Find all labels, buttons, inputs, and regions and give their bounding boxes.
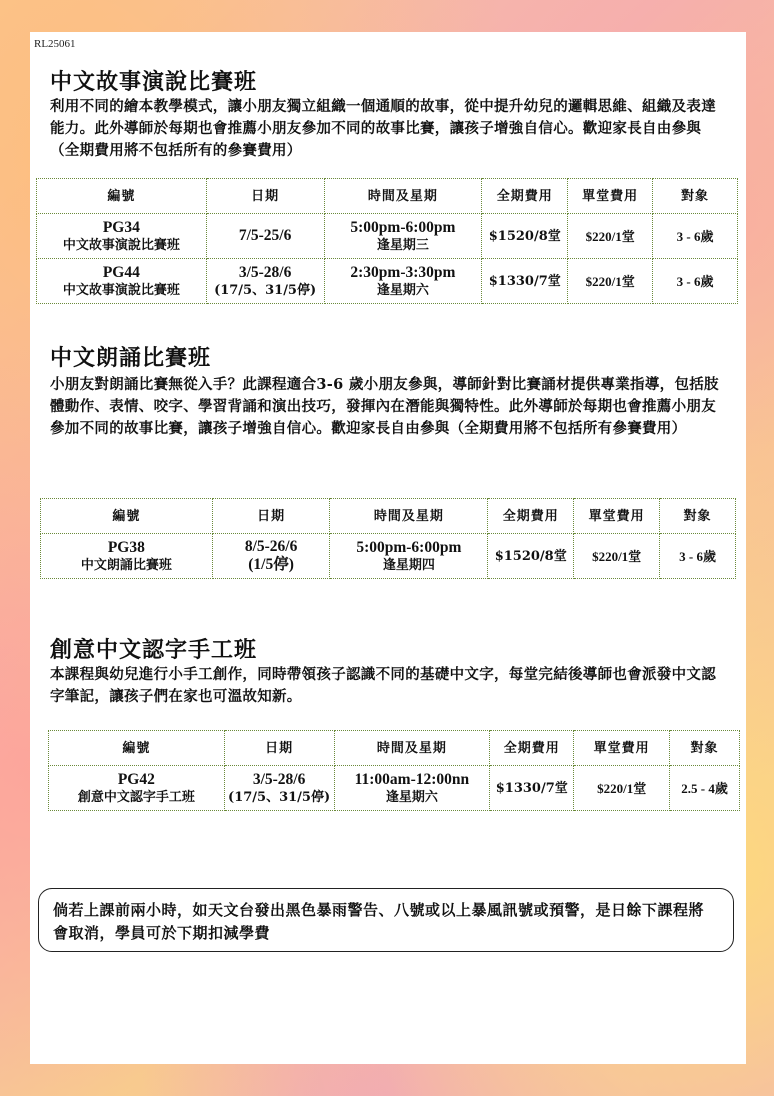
header-target: 對象 bbox=[670, 731, 740, 766]
header-date: 日期 bbox=[212, 499, 330, 534]
course-date-cell bbox=[206, 259, 324, 304]
course-date-note: (17/5、31/5停) bbox=[214, 282, 317, 298]
header-code: 編號 bbox=[37, 179, 207, 214]
course-table-craft bbox=[48, 730, 740, 811]
header-single-fee: 單堂費用 bbox=[568, 179, 653, 214]
course-time: 5:00pm-6:00pm bbox=[350, 218, 456, 236]
header-target: 對象 bbox=[653, 179, 738, 214]
course-table-recitation bbox=[40, 498, 736, 579]
header-single-fee: 單堂費用 bbox=[574, 731, 670, 766]
header-total-fee: 全期費用 bbox=[482, 179, 568, 214]
header-total-fee: 全期費用 bbox=[490, 731, 574, 766]
section-title-story: 中文故事演說比賽班 bbox=[50, 69, 258, 95]
section-desc-story: 利用不同的繪本教學模式，讓小朋友獨立組織一個通順的故事，從中提升幼兒的邏輯思維、組織及表達能力。此外導師於每期也會推薦小朋友參加不同的故事比賽，讓孩子增強自信心。歡迎家長自由參與（全期費用將不包括所有的參賽費用） bbox=[50, 98, 716, 159]
header-time: 時間及星期 bbox=[334, 731, 490, 766]
course-single-fee: $220/1堂 bbox=[574, 534, 660, 579]
course-total-fee: $1330/7堂 bbox=[482, 259, 568, 304]
course-name: 創意中文認字手工班 bbox=[77, 789, 195, 805]
course-date: 3/5-28/6 bbox=[238, 263, 292, 281]
course-total-fee: $1520/8堂 bbox=[488, 534, 574, 579]
course-time: 2:30pm-3:30pm bbox=[350, 263, 456, 281]
course-code: PG38 bbox=[107, 538, 145, 556]
course-table-story bbox=[36, 178, 738, 304]
course-code-cell bbox=[41, 534, 213, 579]
table-header-row bbox=[37, 179, 738, 214]
header-code: 編號 bbox=[49, 731, 225, 766]
course-single-fee: $220/1堂 bbox=[568, 214, 653, 259]
header-target: 對象 bbox=[660, 499, 736, 534]
course-date: 7/5-25/6 bbox=[238, 227, 292, 244]
course-total-fee: $1520/8堂 bbox=[482, 214, 568, 259]
course-date-cell bbox=[212, 534, 330, 579]
course-single-fee: $220/1堂 bbox=[568, 259, 653, 304]
course-code: PG44 bbox=[102, 263, 140, 281]
course-code-cell bbox=[49, 766, 225, 811]
course-day: 逢星期四 bbox=[382, 557, 435, 573]
course-time-cell bbox=[324, 259, 482, 304]
header-date: 日期 bbox=[206, 179, 324, 214]
course-code: PG42 bbox=[117, 770, 155, 788]
course-date: 8/5-26/6 bbox=[244, 538, 298, 555]
course-date: 3/5-28/6 bbox=[252, 770, 306, 788]
course-name: 中文故事演說比賽班 bbox=[62, 237, 180, 253]
course-date-cell bbox=[224, 766, 334, 811]
header-date: 日期 bbox=[224, 731, 334, 766]
document-code: RL25061 bbox=[34, 38, 76, 50]
course-time: 5:00pm-6:00pm bbox=[356, 538, 462, 556]
course-time-cell bbox=[324, 214, 482, 259]
header-code: 編號 bbox=[41, 499, 213, 534]
course-single-fee: $220/1堂 bbox=[574, 766, 670, 811]
header-total-fee: 全期費用 bbox=[488, 499, 574, 534]
course-time-cell bbox=[330, 534, 488, 579]
weather-notice: 倘若上課前兩小時，如天文台發出黑色暴雨警告、八號或以上暴風訊號或預警，是日餘下課程將會取消，學員可於下期扣減學費 bbox=[38, 888, 734, 952]
course-age: 3 - 6歲 bbox=[660, 534, 736, 579]
table-row bbox=[49, 766, 740, 811]
course-day: 逢星期六 bbox=[385, 789, 438, 805]
course-name: 中文故事演說比賽班 bbox=[62, 282, 180, 298]
course-day: 逢星期六 bbox=[376, 282, 429, 298]
course-date-cell bbox=[206, 214, 324, 259]
course-age: 3 - 6歲 bbox=[653, 259, 738, 304]
course-time-cell bbox=[334, 766, 490, 811]
course-code-cell bbox=[37, 259, 207, 304]
table-row bbox=[41, 534, 736, 579]
section-desc-recitation: 小朋友對朗誦比賽無從入手？此課程適合3-6 歲小朋友參與，導師針對比賽誦材提供專業指導，包括肢體動作、表情、咬字、學習背誦和演出技巧，發揮內在潛能與獨特性。此外導師於每期也會推薦小朋友參加不同的故事比賽，讓孩子增強自信心。歡迎家長自由參與（全期費用將不包括所有參賽費用） bbox=[50, 376, 719, 437]
course-day: 逢星期三 bbox=[376, 237, 429, 253]
header-time: 時間及星期 bbox=[330, 499, 488, 534]
course-total-fee: $1330/7堂 bbox=[490, 766, 574, 811]
table-header-row bbox=[41, 499, 736, 534]
course-age: 2.5 - 4歲 bbox=[670, 766, 740, 811]
course-age: 3 - 6歲 bbox=[653, 214, 738, 259]
course-time: 11:00am-12:00nn bbox=[354, 770, 470, 788]
section-title-craft: 創意中文認字手工班 bbox=[50, 637, 258, 663]
course-name: 中文朗誦比賽班 bbox=[80, 557, 172, 573]
header-time: 時間及星期 bbox=[324, 179, 482, 214]
table-row bbox=[37, 259, 738, 304]
table-header-row bbox=[49, 731, 740, 766]
course-date-note: (17/5、31/5停) bbox=[228, 789, 331, 805]
header-single-fee: 單堂費用 bbox=[574, 499, 660, 534]
section-desc-craft: 本課程與幼兒進行小手工創作，同時帶領孩子認識不同的基礎中文字，每堂完結後導師也會派發中文認字筆記，讓孩子們在家也可溫故知新。 bbox=[50, 666, 716, 705]
course-code-cell bbox=[37, 214, 207, 259]
course-code: PG34 bbox=[102, 218, 140, 236]
course-date-note: (1/5停) bbox=[248, 556, 294, 573]
table-row bbox=[37, 214, 738, 259]
document-page bbox=[30, 32, 746, 1064]
section-title-recitation: 中文朗誦比賽班 bbox=[50, 345, 212, 371]
